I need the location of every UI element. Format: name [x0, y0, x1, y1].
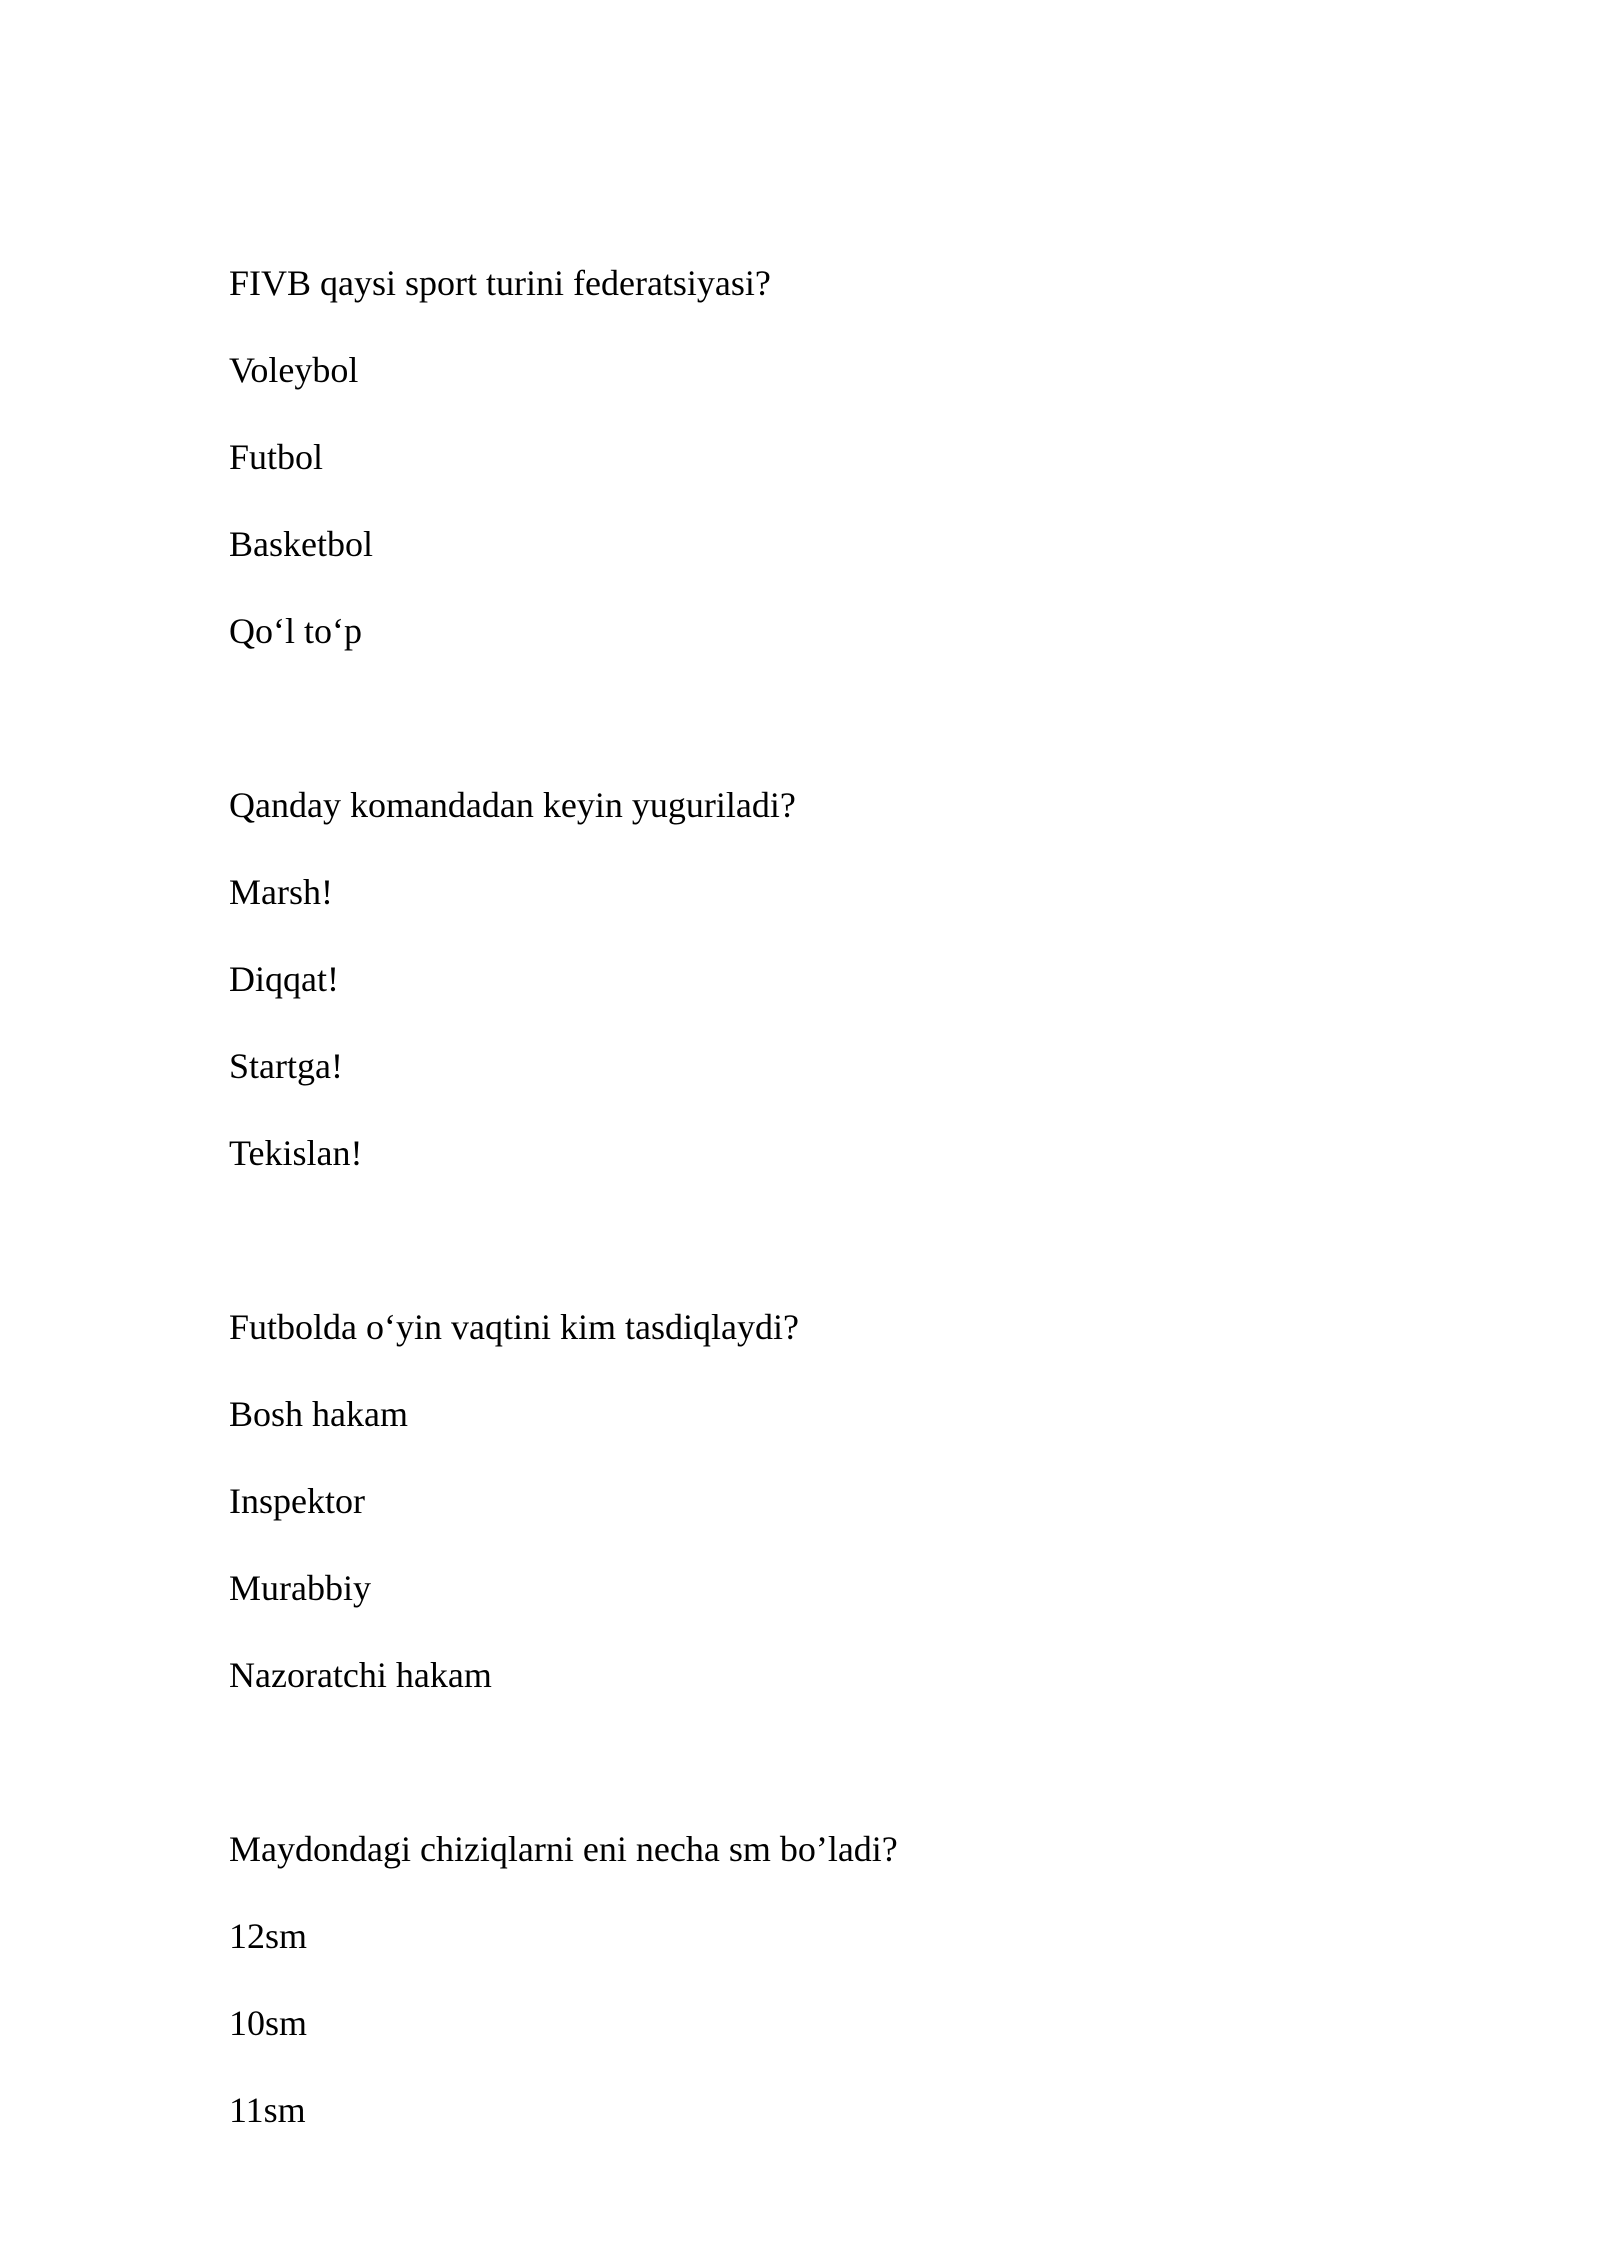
answer-option: Murabbiy: [229, 1568, 371, 1608]
answer-option: Futbol: [229, 437, 324, 477]
block-spacer: [229, 1197, 1369, 1284]
block-spacer: [229, 675, 1369, 762]
answer-option: 11sm: [229, 2090, 306, 2130]
answer-option: Diqqat!: [229, 959, 339, 999]
document-page: [229, 240, 1369, 2154]
block-spacer: [229, 1719, 1369, 1806]
answer-option: Tekislan!: [229, 1133, 363, 1173]
answer-option: Basketbol: [229, 524, 373, 564]
question-block: [229, 762, 1369, 1197]
answer-option: 12sm: [229, 1916, 308, 1956]
question-text: Qanday komandadan keyin yuguriladi?: [229, 785, 796, 825]
question-text: FIVB qaysi sport turini federatsiyasi?: [229, 263, 771, 303]
answer-option: 10sm: [229, 2003, 308, 2043]
answer-option: Inspektor: [229, 1481, 365, 1521]
question-block: [229, 240, 1369, 675]
answer-option: Voleybol: [229, 350, 359, 390]
question-text: Futbolda o‘yin vaqtini kim tasdiqlaydi?: [229, 1307, 799, 1347]
question-block: [229, 1806, 1369, 2154]
answer-option: Startga!: [229, 1046, 343, 1086]
question-block: [229, 1284, 1369, 1719]
answer-option: Marsh!: [229, 872, 333, 912]
question-text: Maydondagi chiziqlarni eni necha sm bo’ladi?: [229, 1829, 898, 1869]
answer-option: Qo‘l to‘p: [229, 611, 362, 651]
answer-option: Nazoratchi hakam: [229, 1655, 492, 1695]
answer-option: Bosh hakam: [229, 1394, 408, 1434]
